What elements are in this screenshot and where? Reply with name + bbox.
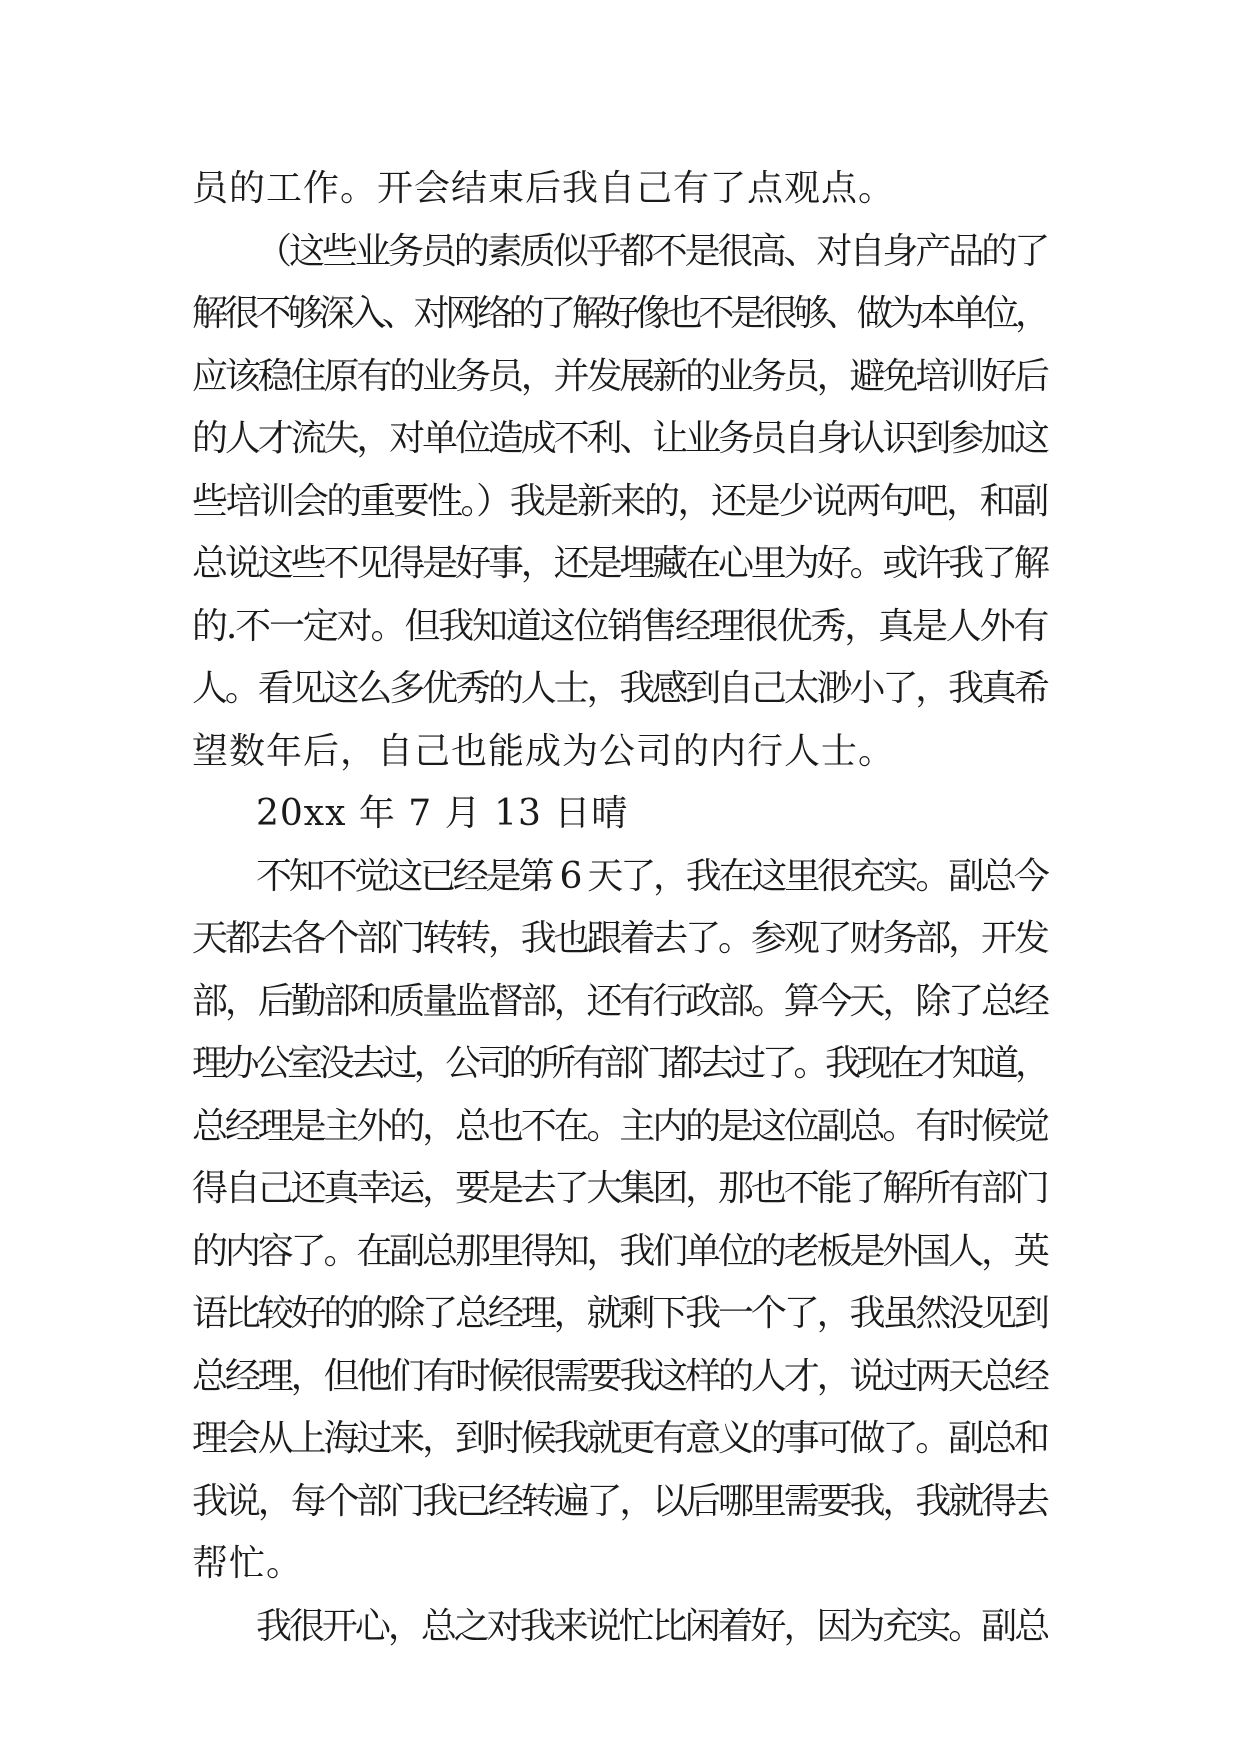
text-line: 些培训会的重要性。）我是新来的，还是少说两句吧，和副	[192, 480, 1047, 522]
text-line: 总经理，但他们有时候很需要我这样的人才，说过两天总经	[192, 1355, 1047, 1397]
text-line: 理会从上海过来，到时候我就更有意义的事可做了。副总和	[192, 1418, 1047, 1459]
text-line: 不知不觉这已经是第 6 天了，我在这里很充实。副总今	[256, 855, 1047, 897]
text-line: 员的工作。开会结束后我自己有了点观点。	[192, 168, 896, 209]
text-line: 天都去各个部门转转，我也跟着去了。参观了财务部，开发	[192, 918, 1047, 959]
text-line: 的.不一定对。但我知道这位销售经理很优秀，真是人外有	[192, 605, 1048, 647]
text-line: 我说，每个部门我已经转遍了，以后哪里需要我，我就得去	[192, 1480, 1047, 1522]
text-line: 应该稳住原有的业务员，并发展新的业务员，避免培训好后	[192, 355, 1047, 397]
text-line: 的人才流失，对单位造成不利、让业务员自身认识到参加这	[192, 418, 1047, 459]
text-line: 部，后勤部和质量监督部，还有行政部。算今天，除了总经	[192, 980, 1047, 1022]
document-body	[192, 158, 1052, 1658]
text-line: （这些业务员的素质似乎都不是很高、对自身产品的了	[256, 230, 1048, 272]
text-line: 总经理是主外的，总也不在。主内的是这位副总。有时候觉	[192, 1105, 1047, 1147]
text-line: 得自己还真幸运，要是去了大集团，那也不能了解所有部门	[192, 1168, 1047, 1209]
text-line: 我很开心，总之对我来说忙比闲着好，因为充实。副总	[256, 1605, 1048, 1647]
text-line: 语比较好的的除了总经理，就剩下我一个了，我虽然没见到	[192, 1293, 1047, 1334]
text-line: 帮忙。	[192, 1543, 304, 1584]
text-line: 解很不够深入、对网络的了解好像也不是很够、做为本单位，	[192, 293, 1047, 334]
text-line: 理办公室没去过，公司的所有部门都去过了。我现在才知道，	[192, 1043, 1047, 1084]
text-line: 望数年后，自己也能成为公司的内行人士。	[192, 730, 896, 772]
text-line: 的内容了。在副总那里得知，我们单位的老板是外国人，英	[192, 1230, 1047, 1272]
text-line: 20xx 年 7 月 13 日晴	[256, 793, 629, 834]
text-line: 总说这些不见得是好事，还是埋藏在心里为好。或许我了解	[192, 543, 1047, 584]
text-line: 人。看见这么多优秀的人士，我感到自己太渺小了，我真希	[192, 668, 1047, 709]
